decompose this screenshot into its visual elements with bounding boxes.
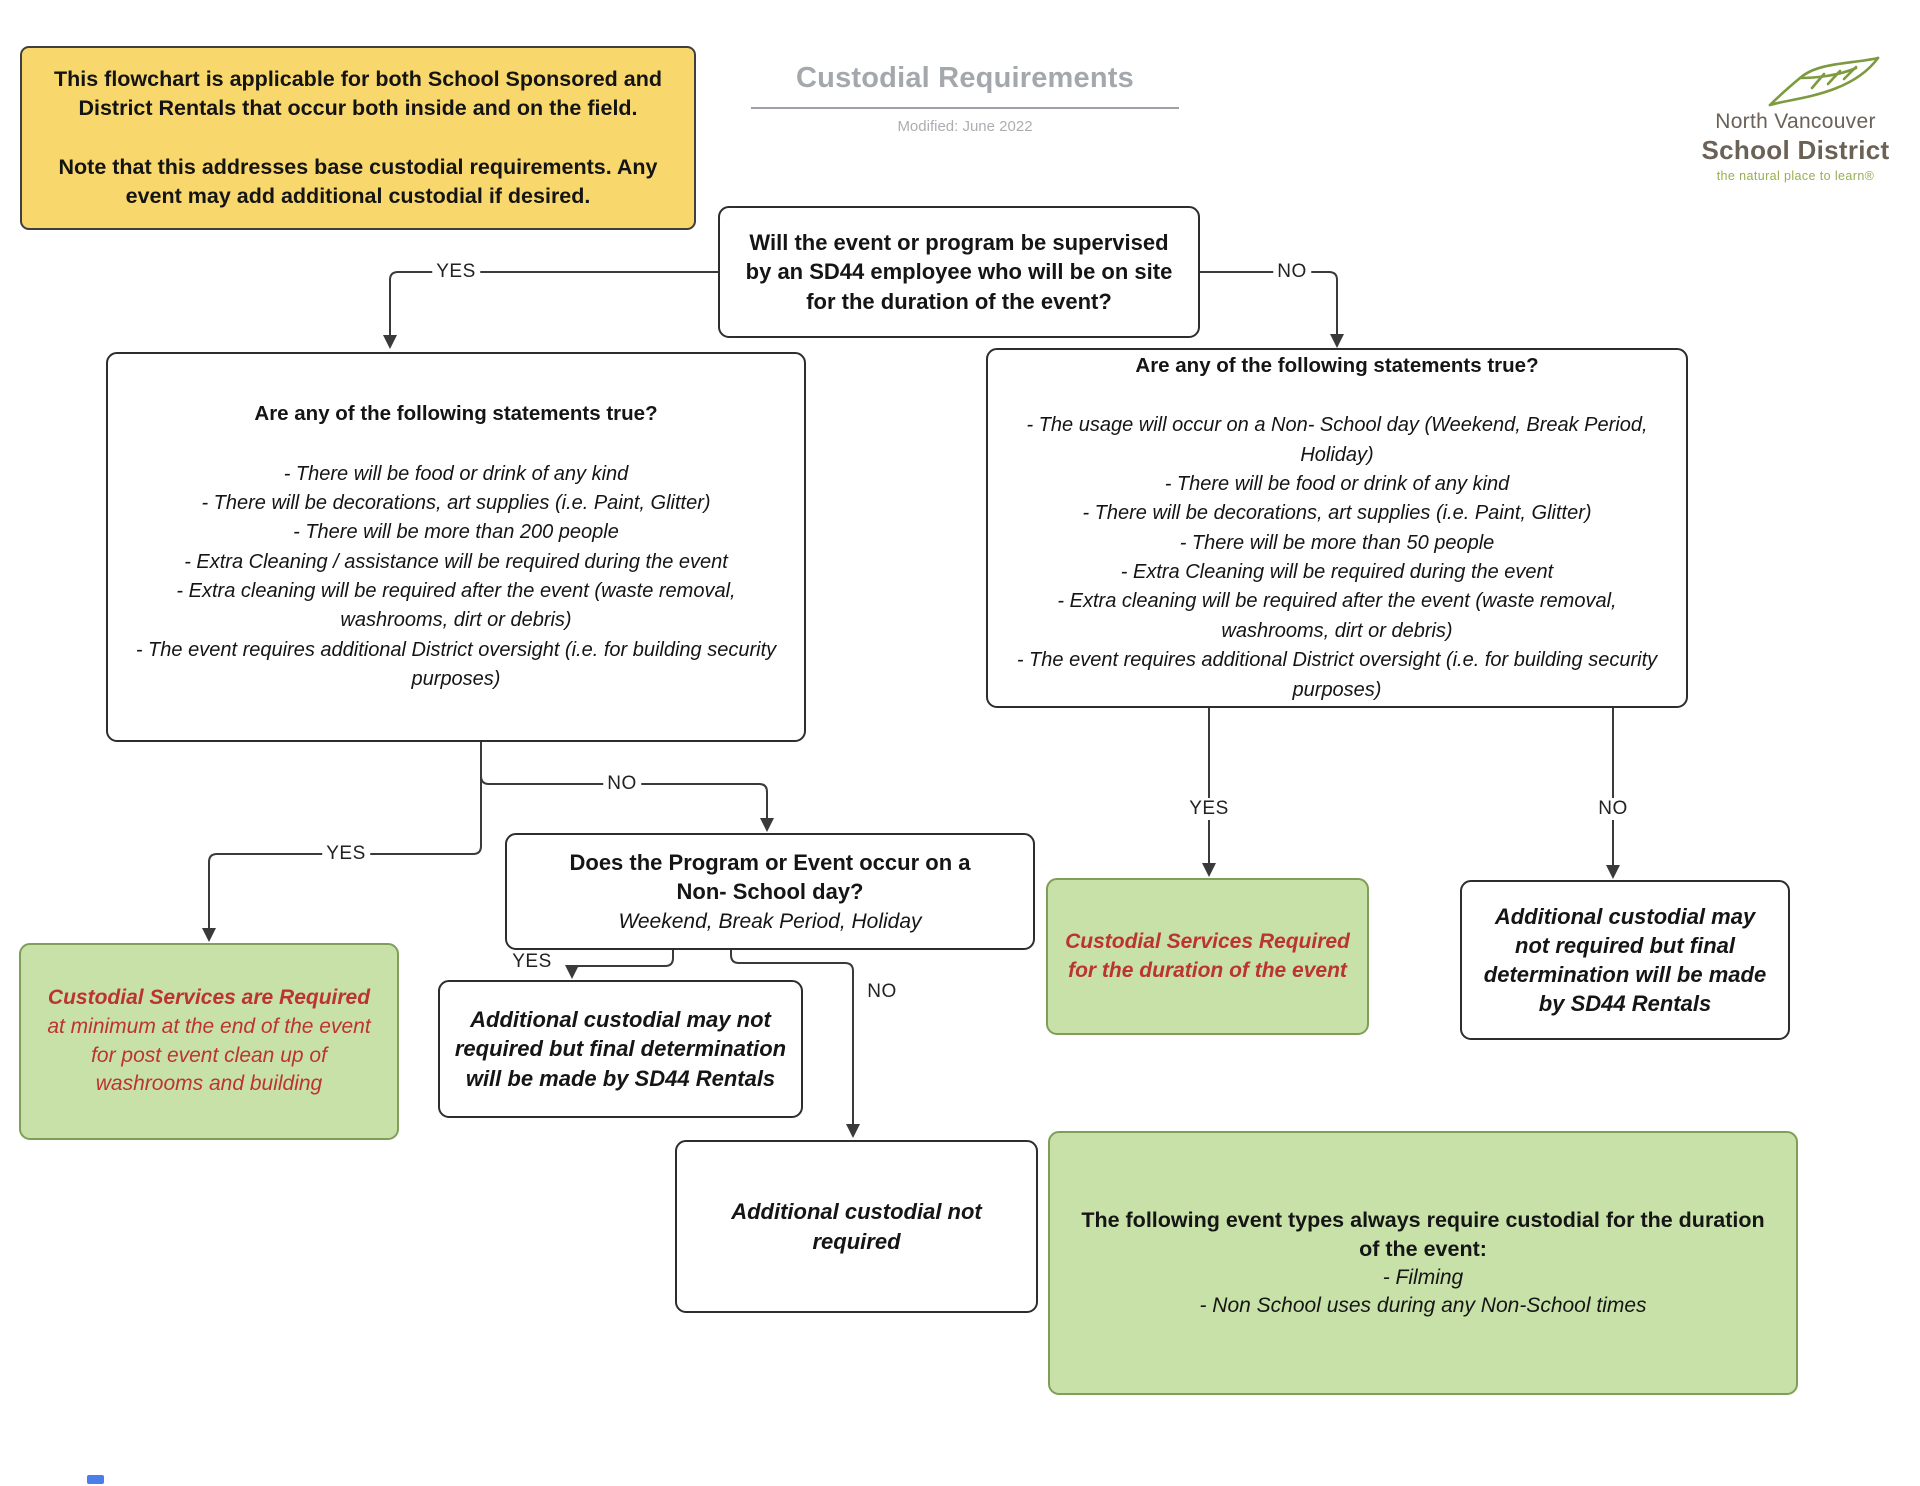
right-statement-item: - There will be decorations, art supplies (i.e. Paint, Glitter) xyxy=(1082,502,1592,525)
outcome-required-min-rest: at minimum at the end of the event for post event clean up of washrooms and building xyxy=(47,1014,371,1096)
always-require-box xyxy=(1048,1131,1798,1395)
outcome-not-required-text: Additional custodial not required xyxy=(731,1199,982,1254)
outcome-not-required xyxy=(675,1140,1038,1313)
always-require-item: - Filming xyxy=(1382,1265,1464,1289)
connector-q2-yes xyxy=(572,950,673,971)
label-yes-leftbox: YES xyxy=(322,843,370,865)
page-title: Custodial Requirements xyxy=(751,62,1179,109)
always-require-heading: The following event types always require custodial for the duration of the event: xyxy=(1081,1207,1765,1261)
left-statement-item: - There will be food or drink of any kind xyxy=(283,462,629,485)
right-statement-item: - Extra Cleaning will be required during the event xyxy=(1120,561,1554,584)
outcome-may-not-required-right-text: Additional custodial may not required but final determination will be made by SD44 Rentals xyxy=(1483,903,1767,1017)
right-statement-item: - Extra cleaning will be required after the event (waste removal, washrooms, dirt or debris) xyxy=(1057,590,1617,642)
leaf-icon xyxy=(1766,48,1884,108)
label-yes-rightbox: YES xyxy=(1185,798,1233,820)
q2-subtitle: Weekend, Break Period, Holiday xyxy=(618,909,922,933)
right-statements-box xyxy=(986,348,1688,708)
outcome-custodial-required-minimum xyxy=(19,943,399,1140)
blue-marker xyxy=(87,1475,104,1484)
outcome-required-duration-text: Custodial Services Required for the duration of the event xyxy=(1065,929,1350,982)
logo-name-line1: North Vancouver xyxy=(1715,110,1876,133)
right-statements-heading: Are any of the following statements true? xyxy=(1135,353,1539,377)
right-statement-item: - The usage will occur on a Non- School day (Weekend, Break Period, Holiday) xyxy=(1026,414,1648,466)
decision-supervised-by-sd44 xyxy=(718,206,1200,338)
connector-q1-no xyxy=(1198,272,1337,339)
logo-name-line2: School District xyxy=(1701,135,1890,165)
right-statement-item: - There will be more than 50 people xyxy=(1179,531,1495,554)
left-statement-item: - Extra cleaning will be required after the event (waste removal, washrooms, dirt or debris) xyxy=(176,580,736,632)
right-statement-item: - There will be food or drink of any kind xyxy=(1164,472,1510,495)
label-no-rightbox: NO xyxy=(1594,798,1632,820)
outcome-may-not-required-right xyxy=(1460,880,1790,1040)
note-paragraph-2: Note that this addresses base custodial requirements. Any event may add additional custodial if desired. xyxy=(58,154,658,208)
right-statement-item: - The event requires additional District oversight (i.e. for building security purposes) xyxy=(1016,649,1658,701)
outcome-may-not-required-left xyxy=(438,980,803,1118)
left-statement-item: - There will be decorations, art supplies (i.e. Paint, Glitter) xyxy=(201,491,711,514)
note-box xyxy=(20,46,696,230)
outcome-required-min-bold: Custodial Services are Required xyxy=(47,985,371,1009)
left-statements-heading: Are any of the following statements true? xyxy=(254,402,658,426)
q2-line1: Does the Program or Event occur on a xyxy=(569,849,971,875)
header xyxy=(715,62,1215,135)
always-require-item: - Non School uses during any Non-School times xyxy=(1199,1294,1647,1318)
q2-line2: Non- School day? xyxy=(676,878,864,904)
label-no-q2: NO xyxy=(863,981,901,1003)
label-no-leftbox: NO xyxy=(603,773,641,795)
district-logo xyxy=(1688,48,1903,183)
outcome-custodial-required-duration xyxy=(1046,878,1369,1035)
left-statement-item: - The event requires additional District oversight (i.e. for building security purposes) xyxy=(135,638,777,691)
label-no-q1-right: NO xyxy=(1273,261,1311,283)
left-statements-box xyxy=(106,352,806,742)
left-statement-item: - Extra Cleaning / assistance will be required during the event xyxy=(184,550,728,573)
left-statement-item: - There will be more than 200 people xyxy=(293,521,619,544)
label-yes-q1-left: YES xyxy=(432,261,480,283)
outcome-may-not-required-left-text: Additional custodial may not required but final determination will be made by SD44 Rentals xyxy=(454,1007,787,1091)
label-yes-q2: YES xyxy=(508,951,556,973)
decision-supervised-text: Will the event or program be supervised by an SD44 employee who will be on site for the duration of the event? xyxy=(745,230,1173,314)
modified-date: Modified: June 2022 xyxy=(897,118,1033,135)
logo-tagline: the natural place to learn® xyxy=(1716,169,1875,183)
decision-non-school-day xyxy=(505,833,1035,950)
connector-leftbox-yes xyxy=(209,742,481,933)
note-paragraph-1: This flowchart is applicable for both School Sponsored and District Rentals that occur both inside and on the field. xyxy=(53,67,663,121)
